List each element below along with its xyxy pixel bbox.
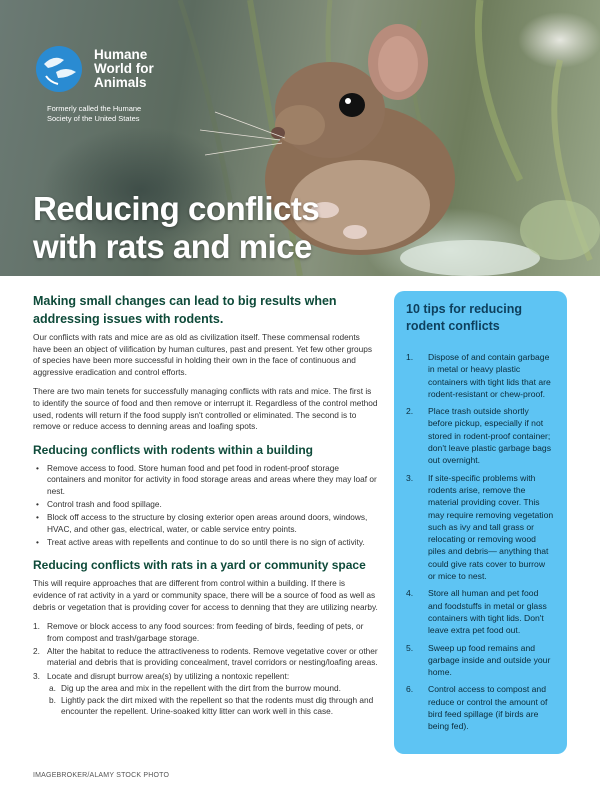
intro-paragraph-2: There are two main tenets for successfully managing conflicts with rats and mice. The first is to identify the source of food and then remove or interrupt it. Regardless of the control method used, rodents will return if the food supply isn't controlled or eliminated. The second is to remove or reduce access to denning areas and loafing spots. [33, 386, 378, 432]
yard-sublist [47, 683, 378, 718]
list-item: • Control trash and food spillage. [33, 499, 378, 511]
tip-number: 5. [406, 642, 414, 653]
tip-text: Place trash outside shortly before pickup, especially if not stored in rodent-proof container; don't leave plastic garbage bags out overnight. [428, 406, 551, 466]
list-item [33, 621, 378, 644]
list-text: Alter the habitat to reduce the attractiveness to rodents. Remove vegetative cover or other material and debris that is providing concealment, travel corridors or nesting/loafing areas. [47, 645, 378, 668]
tip-item [406, 642, 555, 679]
tip-item [406, 683, 555, 732]
yard-section-heading: Reducing conflicts with rats in a yard or community space [33, 558, 366, 573]
list-number: 1. [33, 621, 40, 632]
tip-number: 2. [406, 406, 414, 417]
yard-list [33, 621, 378, 718]
list-text: Remove or block access to any food sources: from feeding of birds, feeding of pets, or from compost and trash/garbage storage. [47, 621, 364, 643]
list-letter: a. [49, 683, 56, 694]
list-item [33, 671, 378, 718]
logo [34, 44, 184, 94]
tips-title: 10 tips for reducing rodent conflicts [406, 302, 522, 333]
list-text: Locate and disrupt burrow area(s) by utilizing a nontoxic repellent: [47, 670, 290, 681]
page-title [33, 190, 319, 266]
list-letter: b. [49, 694, 56, 705]
main-column [33, 292, 378, 719]
list-item: • Remove access to food. Store human food and pet food in rodent-proof storage containers and monitor for activity in food storage areas and areas where they may loaf or nest. [33, 463, 378, 498]
list-item [33, 646, 378, 669]
logo-wordmark: Humane World for Animals [94, 47, 154, 90]
tip-number: 3. [406, 472, 414, 483]
formerly-note: Formerly called the Humane Society of the United States [47, 104, 142, 123]
globe-animals-icon [34, 44, 84, 94]
list-item: • Treat active areas with repellents and continue to do so until there is no sign of activity. [33, 537, 378, 549]
list-number: 3. [33, 670, 40, 681]
page-title-line-2: with rats and mice [33, 228, 312, 265]
list-item: • Block off access to the structure by closing exterior open areas around doors, windows, HVAC, and other gas, electrical, water, or cable service entry points. [33, 512, 378, 535]
list-text: Dig up the area and mix in the repellent with the dirt from the burrow mound. [61, 683, 341, 694]
intro-heading: Making small changes can lead to big results when addressing issues with rodents. [33, 294, 337, 326]
building-list [33, 463, 378, 549]
sublist-item [47, 683, 378, 695]
building-section-heading: Reducing conflicts with rodents within a building [33, 442, 313, 457]
yard-paragraph: This will require approaches that are different from control within a building. If there is evidence of rat activity in a yard or community space, there will be a source of food as well as debris or vegetation that is providing cover for access to denning that they are utilizing nearby. [33, 578, 378, 612]
photo-credit: IMAGEBROKER/ALAMY STOCK PHOTO [33, 772, 170, 779]
tips-list [406, 351, 555, 733]
tip-number: 6. [406, 684, 414, 695]
hero-photo [0, 0, 600, 276]
tip-item [406, 587, 555, 636]
page-title-line-1: Reducing conflicts [33, 190, 320, 227]
tip-text: Dispose of and contain garbage in metal or heavy plastic containers with tight lids that are rodent-resistant or chew-proof. [428, 352, 551, 399]
tip-item [406, 405, 555, 466]
tip-text: Sweep up food remains and garbage inside and outside your home. [428, 642, 551, 678]
tip-number: 4. [406, 588, 414, 599]
tip-item [406, 351, 555, 400]
tip-text: If site-specific problems with rodents arise, remove the material providing cover. This may require removing vegetation such as ivy and tall grass or relocating or removing wood piles and debris— anything that could give rats cover to burrow or mice to nest. [428, 472, 554, 582]
tip-text: Store all human and pet food and foodstuffs in metal or glass containers with tight lids. Don't leave extra pet food out. [428, 588, 547, 636]
tip-item [406, 472, 555, 583]
tips-box [394, 291, 567, 754]
intro-paragraph-1: Our conflicts with rats and mice are as old as civilization itself. These commensal rodents have been an object of vilification by human cultures, past and present. Yet few other groups of species have been more successful in holding their own in the face of continuous and aggressive eradication and control efforts. [33, 332, 373, 377]
list-text: Lightly pack the dirt mixed with the repellent so that the rodents must dig through and encounter the repellent. Urine-soaked kitty litter can work well in this case. [61, 694, 374, 717]
tip-number: 1. [406, 352, 414, 362]
tip-text: Control access to compost and reduce or control the amount of bird feed spillage (if birds are being fed). [428, 684, 548, 732]
list-number: 2. [33, 645, 40, 656]
sublist-item [47, 695, 378, 718]
